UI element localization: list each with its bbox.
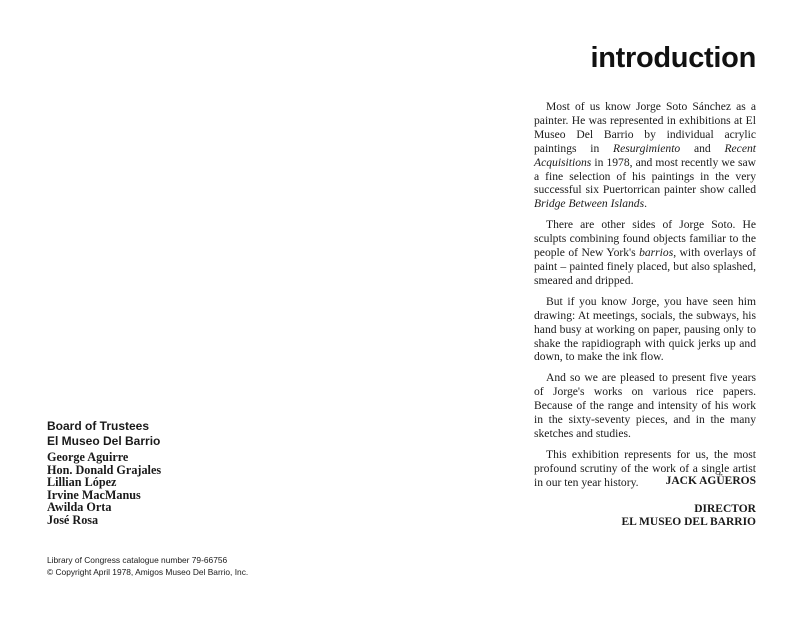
text-run: This exhibition represents for us, the most profound scrutiny of the work of a single artist in our ten year history. bbox=[534, 447, 756, 489]
board-member: José Rosa bbox=[47, 512, 99, 527]
signature-title-line: DIRECTOR bbox=[694, 503, 756, 515]
italic-title-run: barrios bbox=[639, 246, 674, 260]
text-run: and bbox=[680, 141, 725, 155]
intro-paragraph bbox=[534, 100, 756, 211]
text-run: And so we are pleased to present five years of Jorge's works on various rice papers. Because of the range and intensity of his work in the sixty-seventy pieces, and in the many sketches and studies. bbox=[534, 371, 756, 440]
board-member: Awilda Orta bbox=[47, 500, 112, 515]
board-members-list bbox=[47, 451, 161, 527]
intro-paragraph bbox=[534, 371, 756, 441]
board-member: Irvine MacManus bbox=[47, 487, 141, 502]
text-run: in 1978, and most recently we saw a fine selection of his paintings in the very successful six Puertorrican painter show called bbox=[534, 155, 756, 197]
intro-paragraph bbox=[534, 218, 756, 288]
board-heading-line: Board of Trustees bbox=[47, 419, 150, 433]
signature-name: JACK AGÜEROS bbox=[665, 475, 756, 487]
italic-title-run: Resurgimiento bbox=[613, 141, 681, 155]
board-heading bbox=[47, 419, 160, 449]
text-run: , with overlays of paint – painted finely placed, but also splashed, smeared and dripped. bbox=[534, 246, 756, 287]
italic-title-run: Recent Acquisitions bbox=[534, 141, 756, 169]
copyright-notice: © Copyright April 1978, Amigos Museo Del Barrio, Inc. bbox=[47, 567, 249, 577]
board-member: George Aguirre bbox=[47, 450, 129, 464]
colophon bbox=[47, 554, 248, 578]
board-member: Hon. Donald Grajales bbox=[47, 462, 162, 477]
text-run: Most of us know Jorge Soto Sánchez as a painter. He was represented in exhibitions at El Museo Del Barrio by individual acrylic paintings in bbox=[534, 100, 756, 155]
page-title: introduction bbox=[590, 42, 756, 74]
board-member: Lillian López bbox=[47, 475, 117, 490]
signature-title-line: EL MUSEO DEL BARRIO bbox=[621, 516, 756, 528]
signature-title bbox=[506, 503, 756, 529]
text-run: There are other sides of Jorge Soto. He sculpts combining found objects familiar to the people of New York's bbox=[534, 218, 756, 260]
italic-title-run: Bridge Between Islands bbox=[534, 197, 645, 211]
text-run: . bbox=[644, 197, 648, 211]
board-heading-line: El Museo Del Barrio bbox=[47, 434, 161, 448]
text-run: But if you know Jorge, you have seen him drawing: At meetings, socials, the subways, his hand busy at working on paper, pausing only to shake the rapidiograph with quick jerks up and down, to make the ink flow. bbox=[534, 294, 756, 364]
catalogue-number: Library of Congress catalogue number 79-66756 bbox=[47, 555, 228, 565]
intro-paragraph bbox=[534, 295, 756, 365]
introduction-text bbox=[534, 100, 756, 497]
